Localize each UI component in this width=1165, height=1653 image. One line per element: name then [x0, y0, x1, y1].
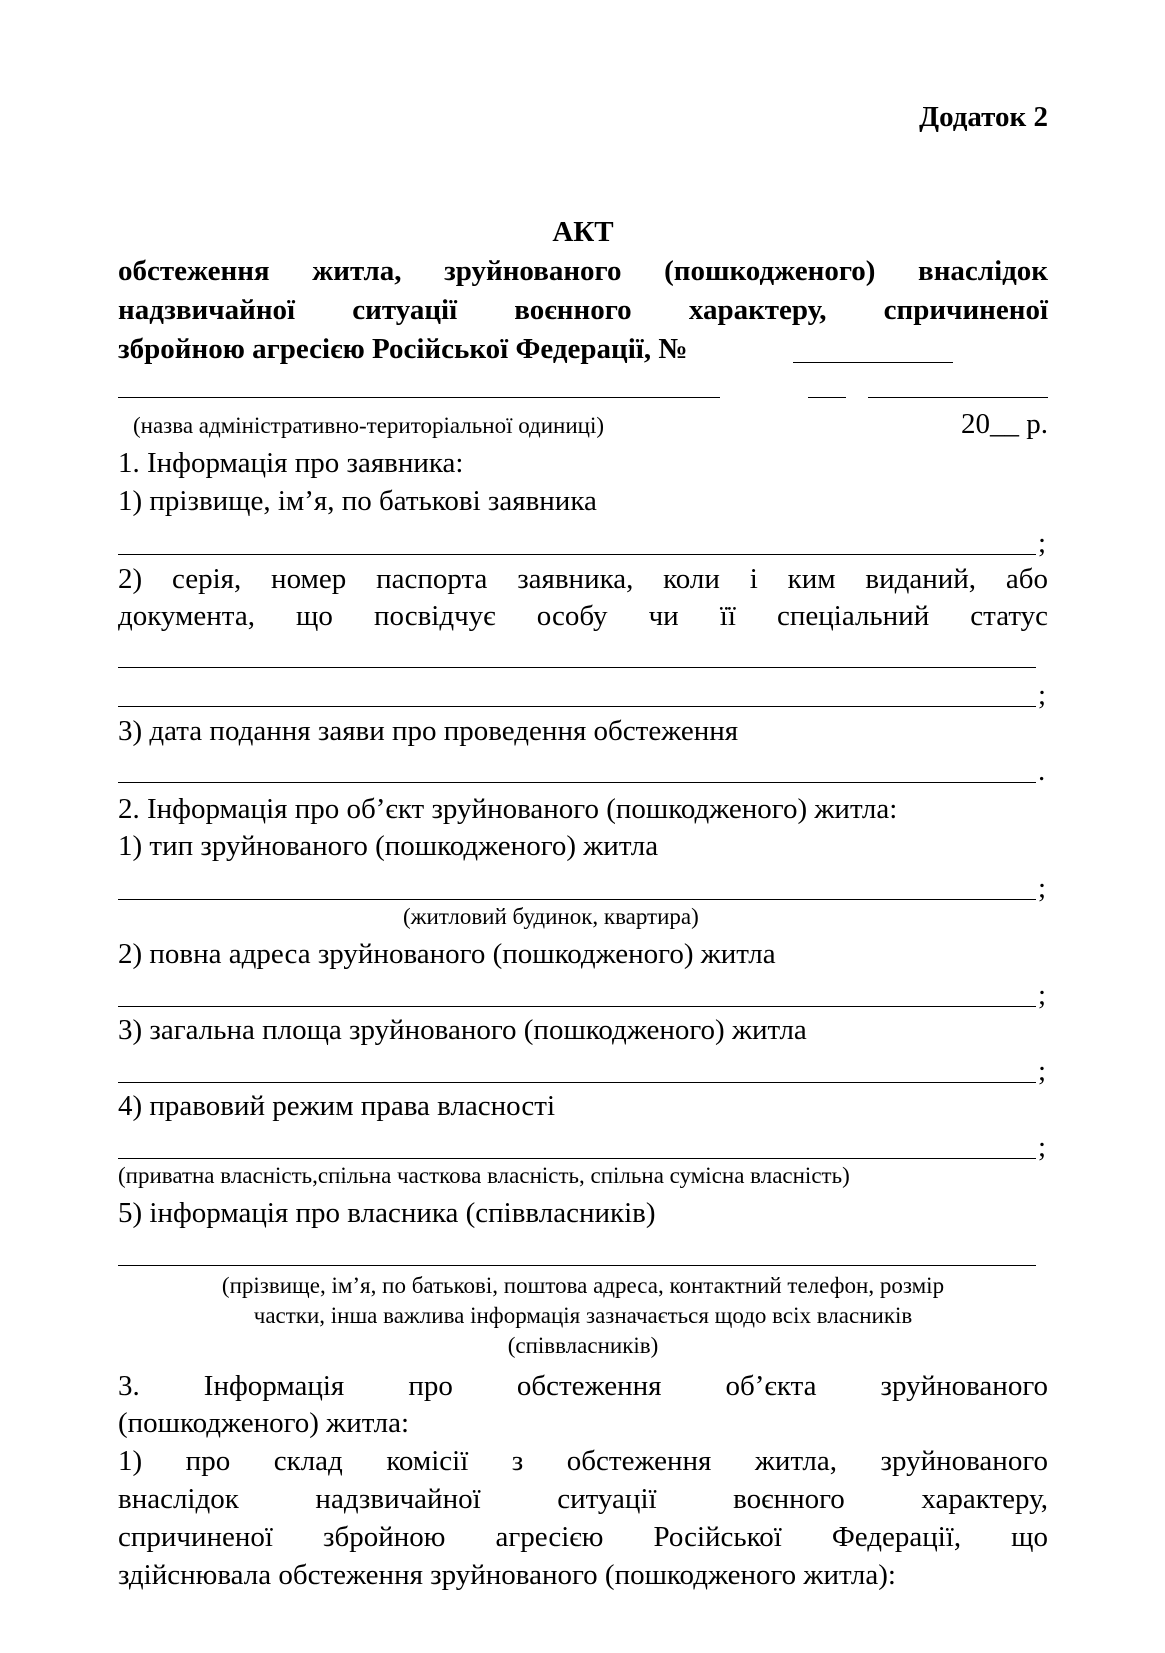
applicant-name-field[interactable]: [118, 554, 1036, 555]
place-caption: (назва адміністративно-територіальної одиниці): [133, 413, 605, 438]
owner-info-caption-line-3: (співвласників): [507, 1333, 659, 1358]
place-name-field[interactable]: [118, 397, 720, 398]
section-2-item-2: 2) повна адреса зруйнованого (пошкодженого) житла: [118, 938, 776, 970]
title-line-1: обстеження житла, зруйнованого (пошкодженого) внаслідок: [118, 255, 1048, 287]
housing-type-field[interactable]: [118, 899, 1036, 900]
section-2-item-1: 1) тип зруйнованого (пошкодженого) житла: [118, 830, 659, 862]
housing-address-field[interactable]: [118, 1006, 1036, 1007]
section-3-item-1-line-1: 1) про склад комісії з обстеження житла, зруйнованого: [118, 1445, 1048, 1477]
section-3-heading-line-2: (пошкодженого) житла:: [118, 1407, 410, 1439]
semicolon: ;: [1038, 679, 1047, 711]
semicolon: ;: [1038, 872, 1047, 904]
year-label: 20__ р.: [961, 408, 1048, 440]
owner-info-caption-line-2: частки, інша важлива інформація зазначається щодо всіх власників: [253, 1303, 913, 1328]
housing-area-field[interactable]: [118, 1082, 1036, 1083]
passport-field-2[interactable]: [118, 706, 1036, 707]
section-3-heading-line-1: 3. Інформація про обстеження об’єкта зруйнованого: [118, 1370, 1048, 1402]
section-1-heading: 1. Інформація про заявника:: [118, 447, 464, 479]
section-1-item-2-line-2: документа, що посвідчує особу чи її спеціальний статус: [118, 600, 1048, 632]
ownership-regime-caption: (приватна власність,спільна часткова власність, спільна сумісна власність): [118, 1163, 850, 1188]
owner-info-field[interactable]: [118, 1265, 1036, 1266]
section-1-item-1: 1) прізвище, ім’я, по батькові заявника: [118, 485, 597, 517]
owner-info-caption-line-1: (прізвище, ім’я, по батькові, поштова адреса, контактний телефон, розмір: [221, 1273, 945, 1298]
day-field[interactable]: [808, 397, 846, 398]
ownership-regime-field[interactable]: [118, 1158, 1036, 1159]
section-3-item-1-line-2: внаслідок надзвичайної ситуації воєнного характеру,: [118, 1483, 1048, 1515]
semicolon: ;: [1038, 527, 1047, 559]
passport-field-1[interactable]: [118, 667, 1036, 668]
semicolon: ;: [1038, 979, 1047, 1011]
section-3-item-1-line-3: спричиненої збройною агресією Російської Федерації, що: [118, 1521, 1048, 1553]
document-title: АКТ: [552, 216, 614, 248]
application-date-field[interactable]: [118, 782, 1036, 783]
semicolon: ;: [1038, 1131, 1047, 1163]
semicolon: ;: [1038, 1055, 1047, 1087]
annex-label: Додаток 2: [919, 101, 1048, 133]
housing-type-caption: (житловий будинок, квартира): [403, 904, 699, 929]
period: .: [1038, 755, 1046, 787]
section-2-item-5: 5) інформація про власника (співвласників): [118, 1197, 656, 1229]
title-line-3: збройною агресією Російської Федерації, №: [118, 333, 688, 365]
section-2-heading: 2. Інформація про об’єкт зруйнованого (пошкодженого) житла:: [118, 793, 898, 825]
title-line-2: надзвичайної ситуації воєнного характеру, спричиненої: [118, 294, 1048, 326]
act-number-field[interactable]: [793, 362, 953, 363]
section-1-item-2-line-1: 2) серія, номер паспорта заявника, коли і ким виданий, або: [118, 563, 1048, 595]
section-2-item-3: 3) загальна площа зруйнованого (пошкодженого) житла: [118, 1014, 807, 1046]
section-3-item-1-line-4: здійснювала обстеження зруйнованого (пошкодженого житла):: [118, 1559, 896, 1591]
section-1-item-3: 3) дата подання заяви про проведення обстеження: [118, 715, 739, 747]
section-2-item-4: 4) правовий режим права власності: [118, 1090, 555, 1122]
month-field[interactable]: [868, 397, 1048, 398]
